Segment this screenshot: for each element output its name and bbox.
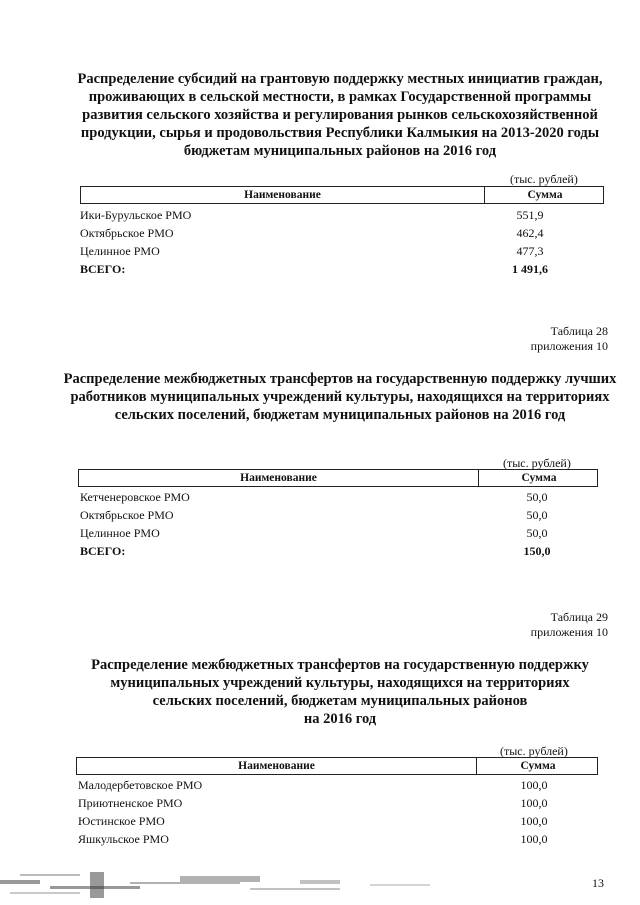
table-row <box>78 832 600 848</box>
row-value: 551,9 <box>516 208 544 222</box>
table-row <box>80 226 604 242</box>
table-row <box>78 796 600 812</box>
row-value: 100,0 <box>520 796 548 810</box>
section2-table-ref <box>531 324 608 354</box>
section3-title-line: Распределение межбюджетных трансфертов на государственную поддержку <box>91 657 589 673</box>
row-value: 477,3 <box>516 244 544 258</box>
row-value: 50,0 <box>526 508 548 522</box>
appendix-ref: приложения 10 <box>530 625 608 639</box>
table-row <box>80 526 600 542</box>
section2-table-header <box>78 469 598 487</box>
row-value: 50,0 <box>526 490 548 504</box>
row-value: 462,4 <box>516 226 544 240</box>
page-number: 13 <box>592 876 604 890</box>
table-total-row <box>80 544 600 560</box>
section3-table-ref <box>531 610 608 640</box>
row-name: Целинное РМО <box>80 244 160 258</box>
table-number: Таблица 29 <box>550 610 608 624</box>
row-value: 100,0 <box>520 778 548 792</box>
appendix-ref: приложения 10 <box>530 339 608 353</box>
table-row <box>80 244 604 260</box>
row-value: 100,0 <box>520 832 548 846</box>
table-row <box>80 208 604 224</box>
section3-title-line: муниципальных учреждений культуры, находящихся на территориях <box>110 675 570 691</box>
section1-units: (тыс. рублей) <box>510 172 578 186</box>
row-name: Кетченеровское РМО <box>80 490 190 504</box>
table-row <box>80 508 600 524</box>
table-row <box>78 814 600 830</box>
row-value: 50,0 <box>526 526 548 540</box>
section2-col-name: Наименование <box>79 470 479 486</box>
row-name: Октябрьское РМО <box>80 226 174 240</box>
total-label: ВСЕГО: <box>80 544 126 558</box>
total-value: 150,0 <box>523 544 551 558</box>
row-name: Ики-Бурульское РМО <box>80 208 192 222</box>
row-name: Юстинское РМО <box>78 814 165 828</box>
row-name: Малодербетовское РМО <box>78 778 203 792</box>
table-row <box>80 490 600 506</box>
section1-col-name: Наименование <box>81 187 485 203</box>
section3-units: (тыс. рублей) <box>500 744 568 758</box>
row-name: Октябрьское РМО <box>80 508 174 522</box>
section3-col-name: Наименование <box>77 758 477 774</box>
section3-table-header <box>76 757 598 775</box>
section1-table-header <box>80 186 604 204</box>
section2-title: Распределение межбюджетных трансфертов на государственную поддержку лучших работников муниципальных учреждений культуры, находящихся на территориях сельских поселений, бюджетам муниципальных районов на 2016 год <box>63 371 617 423</box>
section1-col-sum: Сумма <box>527 189 563 201</box>
table-total-row <box>80 262 604 278</box>
section3-title <box>60 656 620 728</box>
total-value: 1 491,6 <box>512 262 548 276</box>
section2-col-sum: Сумма <box>521 472 557 484</box>
section1-title: Распределение субсидий на грантовую поддержку местных инициатив граждан, проживающих в сельской местности, в рамках Государственной программы развития сельского хозяйства и регулирования рынков сельскохозяйственной продукции, сырья и продовольствия Республики Калмыкия на 2013-2020 годы бюджетам муниципальных районов на 2016 год <box>77 71 603 159</box>
row-value: 100,0 <box>520 814 548 828</box>
section2-units: (тыс. рублей) <box>503 456 571 470</box>
section3-title-line: сельских поселений, бюджетам муниципальных районов <box>152 693 528 709</box>
row-name: Приютненское РМО <box>78 796 183 810</box>
row-name: Яшкульское РМО <box>78 832 169 846</box>
row-name: Целинное РМО <box>80 526 160 540</box>
total-label: ВСЕГО: <box>80 262 126 276</box>
table-row <box>78 778 600 794</box>
scan-noise <box>0 866 460 902</box>
table-number: Таблица 28 <box>550 324 608 338</box>
section3-title-line: на 2016 год <box>303 711 377 727</box>
section3-col-sum: Сумма <box>520 760 556 772</box>
